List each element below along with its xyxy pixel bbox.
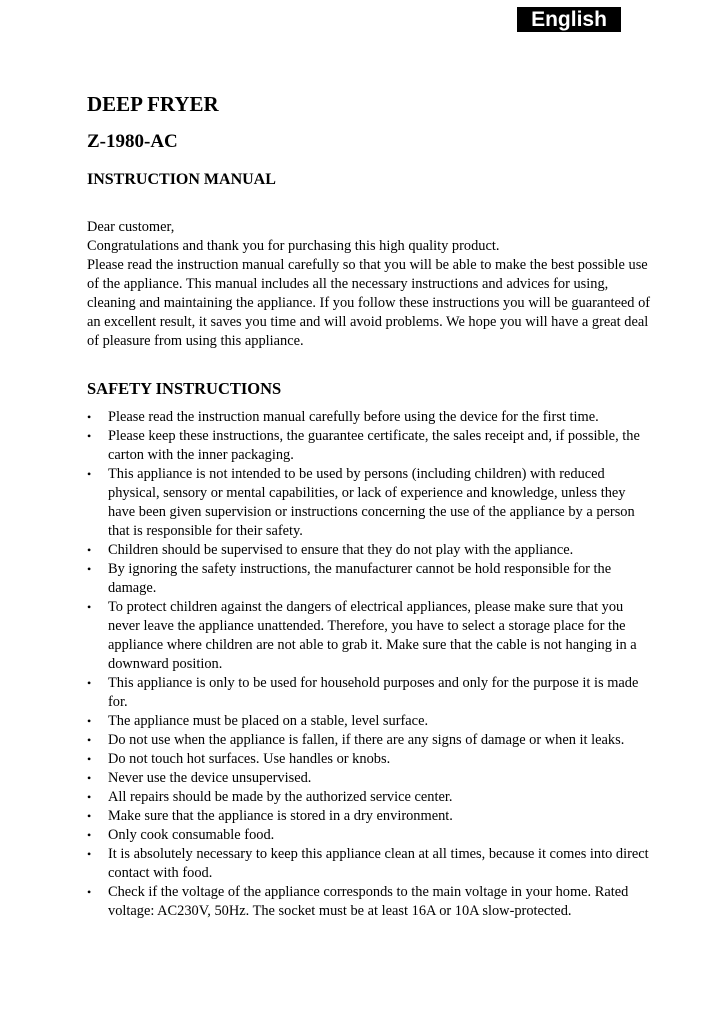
safety-item-text: Please read the instruction manual carefully before using the device for the first time. (108, 409, 599, 425)
bullet-icon: • (87, 410, 92, 424)
thanks-line: Congratulations and thank you for purchasing this high quality product. (87, 238, 500, 254)
bullet-icon: • (87, 809, 92, 823)
bullet-icon: • (87, 676, 92, 690)
safety-item (87, 598, 652, 674)
safety-item (87, 731, 652, 750)
safety-item-text: The appliance must be placed on a stable, level surface. (108, 713, 429, 729)
safety-item (87, 788, 652, 807)
safety-item-text: Do not use when the appliance is fallen, if there are any signs of damage or when it leaks. (108, 732, 625, 748)
intro-body: Please read the instruction manual carefully so that you will be able to make the best possible use of the appliance. This manual includes all the necessary instructions and advices for using, cleaning and maintaining the appliance. If you follow these instructions you will be guaranteed of an excellent result, it saves you time and will avoid problems. We hope you will have a great deal of pleasure from using this appliance. (87, 257, 651, 349)
safety-item (87, 541, 652, 560)
manual-heading: INSTRUCTION MANUAL (87, 171, 276, 188)
model-number: Z-1980-AC (87, 131, 178, 152)
safety-heading: SAFETY INSTRUCTIONS (87, 379, 282, 398)
bullet-icon: • (87, 733, 92, 747)
safety-item-text: This appliance is only to be used for household purposes and only for the purpose it is made for. (108, 675, 639, 710)
bullet-icon: • (87, 790, 92, 804)
safety-list (87, 408, 652, 921)
document-title: DEEP FRYER (87, 92, 219, 116)
safety-item (87, 427, 652, 465)
safety-item-text: By ignoring the safety instructions, the manufacturer cannot be hold responsible for the damage. (108, 561, 612, 596)
safety-item-text: All repairs should be made by the authorized service center. (108, 789, 453, 805)
safety-item-text: Make sure that the appliance is stored in a dry environment. (108, 808, 453, 824)
safety-item-text: Do not touch hot surfaces. Use handles or knobs. (108, 751, 391, 767)
bullet-icon: • (87, 562, 92, 576)
safety-item (87, 769, 652, 788)
safety-item-text: This appliance is not intended to be used by persons (including children) with reduced physical, sensory or mental capabilities, or lack of experience and knowledge, unless they have been given supervision or instructions concerning the use of the appliance by a person that is responsible for their safety. (108, 466, 635, 539)
bullet-icon: • (87, 752, 92, 766)
greeting: Dear customer, (87, 219, 175, 235)
safety-item (87, 883, 652, 921)
bullet-icon: • (87, 429, 92, 443)
safety-item-text: Check if the voltage of the appliance corresponds to the main voltage in your home. Rated voltage: AC230V, 50Hz. The socket must be at least 16A or 10A slow-protected. (108, 884, 629, 919)
safety-item (87, 712, 652, 731)
language-tab: English (517, 7, 621, 32)
safety-item (87, 560, 652, 598)
bullet-icon: • (87, 467, 92, 481)
bullet-icon: • (87, 714, 92, 728)
safety-item (87, 465, 652, 541)
bullet-icon: • (87, 771, 92, 785)
safety-item (87, 826, 652, 845)
safety-item-text: Children should be supervised to ensure that they do not play with the appliance. (108, 542, 574, 558)
safety-item (87, 408, 652, 427)
bullet-icon: • (87, 828, 92, 842)
safety-item (87, 750, 652, 769)
bullet-icon: • (87, 543, 92, 557)
safety-item (87, 674, 652, 712)
intro-section (87, 218, 652, 351)
safety-item-text: Please keep these instructions, the guarantee certificate, the sales receipt and, if possible, the carton with the inner packaging. (108, 428, 640, 463)
safety-item-text: Never use the device unsupervised. (108, 770, 312, 786)
safety-item (87, 845, 652, 883)
safety-item-text: To protect children against the dangers of electrical appliances, please make sure that you never leave the appliance unattended. Therefore, you have to select a storage place for the appliance where children are not able to grab it. Make sure that the cable is not hanging in a downward position. (108, 599, 637, 672)
bullet-icon: • (87, 885, 92, 899)
bullet-icon: • (87, 600, 92, 614)
bullet-icon: • (87, 847, 92, 861)
safety-item (87, 807, 652, 826)
safety-item-text: It is absolutely necessary to keep this appliance clean at all times, because it comes into direct contact with food. (108, 846, 649, 881)
safety-item-text: Only cook consumable food. (108, 827, 275, 843)
